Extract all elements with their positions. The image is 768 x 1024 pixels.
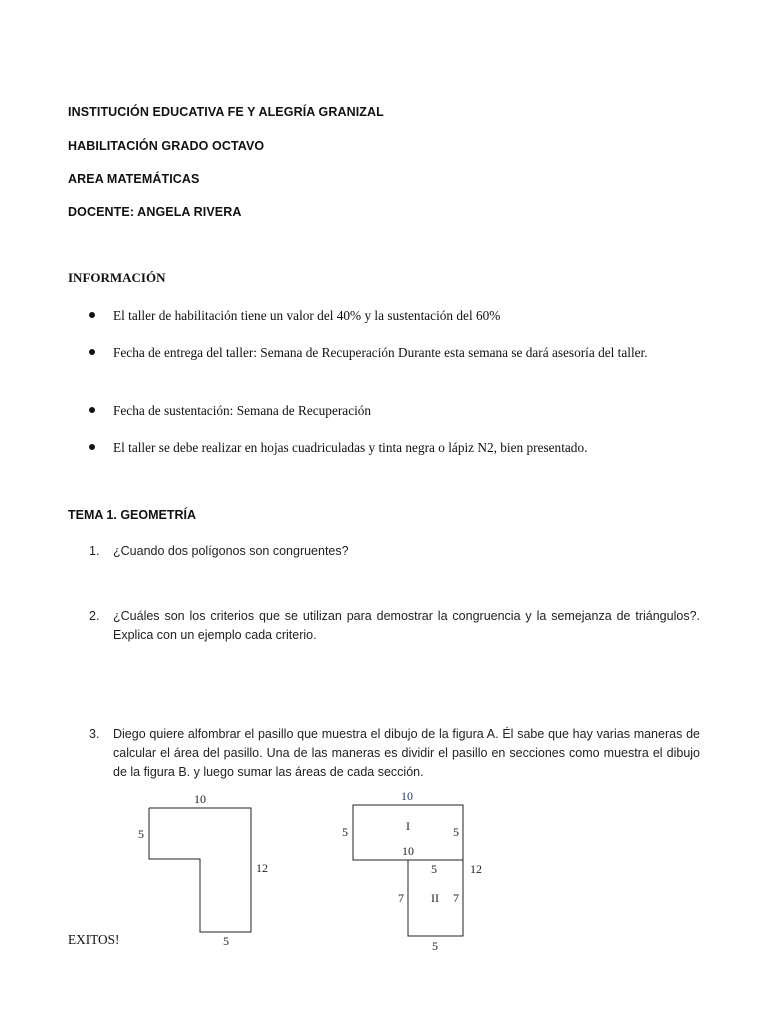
information-heading: INFORMACIÓN	[68, 270, 166, 285]
question-number: 2.	[89, 609, 100, 623]
question-number: 3.	[89, 727, 100, 741]
closing-text: EXITOS!	[68, 932, 120, 947]
figure-a-left-label: 5	[138, 827, 144, 841]
subject-area: AREA MATEMÁTICAS	[68, 172, 200, 186]
figure-b-section-2-left-label: 7	[398, 891, 404, 905]
figure-a	[138, 792, 268, 948]
question-text: ¿Cuando dos polígonos son congruentes?	[113, 544, 349, 558]
institution-name: INSTITUCIÓN EDUCATIVA FE Y ALEGRÍA GRANIZAL	[68, 105, 384, 119]
figure-a-right-label: 12	[256, 861, 268, 875]
figure-b-section-1-label: I	[406, 819, 410, 833]
question-text: Diego quiere alfombrar el pasillo que muestra el dibujo de la figura A. Él sabe que hay varias maneras de calcular el área del pasillo. Una de las maneras es dividir el pasillo en secciones como muestra el dibujo de la figura B. y luego sumar las áreas de cada sección.	[113, 727, 700, 779]
figure-b-middle-label: 10	[402, 844, 414, 858]
figure-b-right-label: 12	[470, 862, 482, 876]
figure-a-top-label: 10	[194, 792, 206, 806]
info-bullet-text: Fecha de sustentación: Semana de Recuperación	[113, 403, 372, 418]
figure-b-section-2-right-label: 7	[453, 891, 459, 905]
figure-b	[342, 789, 482, 953]
figure-b-section-2-top-label: 5	[431, 862, 437, 876]
info-bullet-text: El taller de habilitación tiene un valor del 40% y la sustentación del 60%	[113, 308, 501, 323]
figure-b-left-label: 5	[342, 825, 348, 839]
figure-b-section-1-right-label: 5	[453, 825, 459, 839]
question-text: ¿Cuáles son los criterios que se utilizan para demostrar la congruencia y la semejanza de triángulos?. Explica con un ejemplo cada criterio.	[113, 609, 700, 642]
figure-b-bottom-label: 5	[432, 939, 438, 953]
program-title: HABILITACIÓN GRADO OCTAVO	[68, 139, 265, 153]
info-bullet-text: Fecha de entrega del taller: Semana de Recuperación Durante esta semana se dará asesoría del taller.	[113, 345, 648, 360]
question-number: 1.	[89, 544, 100, 558]
info-bullet-text: El taller se debe realizar en hojas cuadriculadas y tinta negra o lápiz N2, bien presentado.	[113, 440, 588, 455]
topic-heading: TEMA 1. GEOMETRÍA	[68, 508, 197, 522]
figure-b-section-2-label: II	[431, 891, 439, 905]
teacher-name: DOCENTE: ANGELA RIVERA	[68, 205, 242, 219]
figure-a-outline	[149, 808, 251, 932]
figure-a-bottom-label: 5	[223, 934, 229, 948]
figure-b-top-label: 10	[401, 789, 413, 803]
